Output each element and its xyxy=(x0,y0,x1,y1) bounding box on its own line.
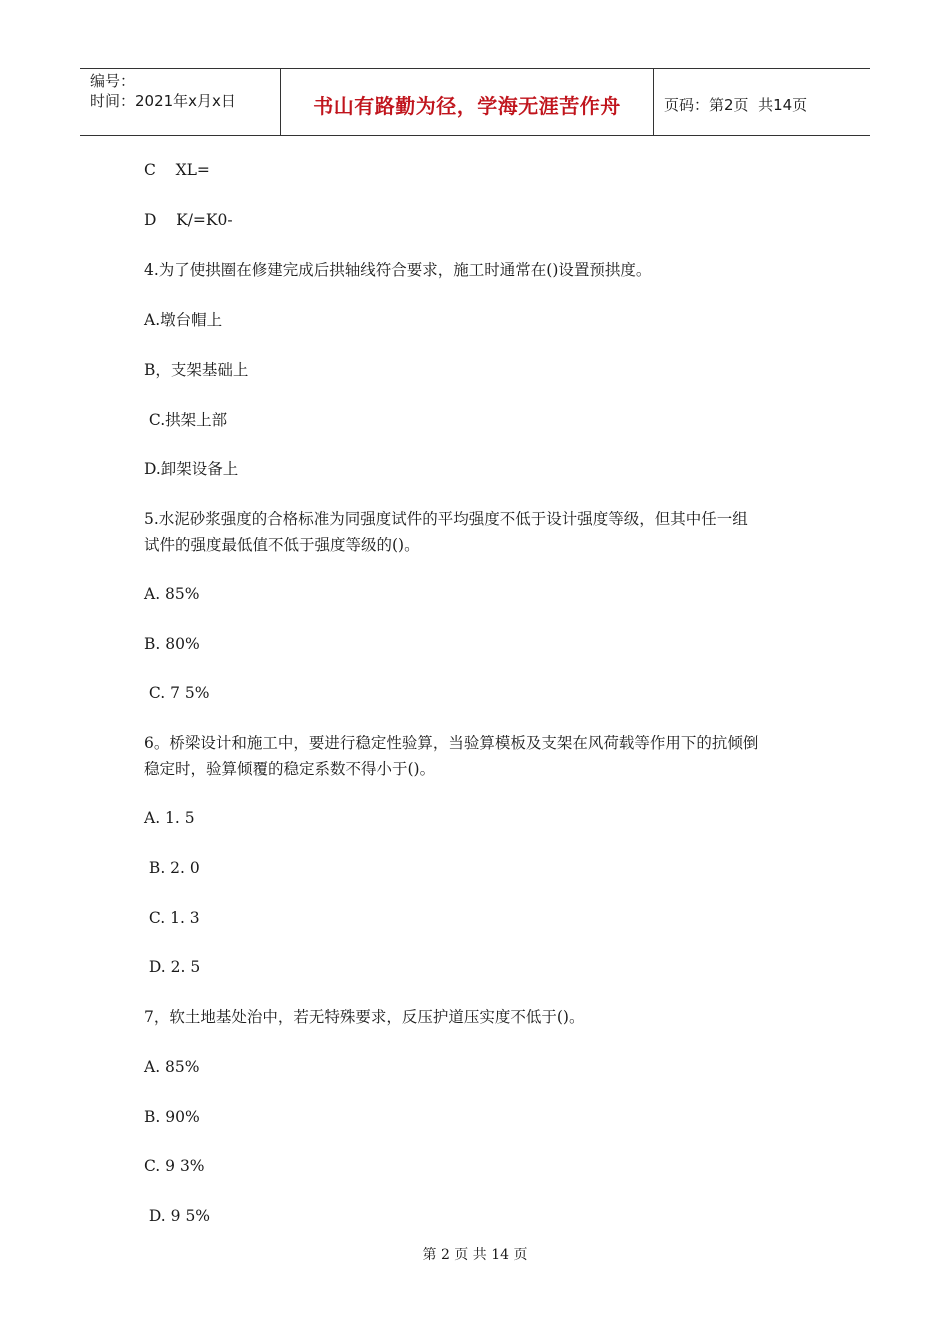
page-header xyxy=(80,68,870,136)
header-meta xyxy=(80,69,281,135)
question-6-line-2: 稳定时，验算倾覆的稳定系数不得小于()。 xyxy=(144,760,436,778)
q6-option-c: C. 1. 3 xyxy=(144,909,200,927)
q4-option-a: A.墩台帽上 xyxy=(144,311,223,329)
question-7: 7，软土地基处治中，若无特殊要求，反压护道压实度不低于()。 xyxy=(144,1008,585,1026)
q5-option-b: B. 80% xyxy=(144,635,200,653)
question-5-line-1: 5.水泥砂浆强度的合格标准为同强度试件的平均强度不低于设计强度等级，但其中任一组 xyxy=(144,510,748,528)
q7-option-a: A. 85% xyxy=(144,1058,200,1076)
q6-option-a: A. 1. 5 xyxy=(144,809,195,827)
question-5-line-2: 试件的强度最低值不低于强度等级的()。 xyxy=(144,536,420,554)
question-4: 4.为了使拱圈在修建完成后拱轴线符合要求，施工时通常在()设置预拱度。 xyxy=(144,261,652,279)
q4-option-d: D.卸架设备上 xyxy=(144,460,239,478)
q6-option-d: D. 2. 5 xyxy=(144,958,201,976)
question-6-line-1: 6。桥梁设计和施工中，要进行稳定性验算，当验算模板及支架在风荷载等作用下的抗倾倒 xyxy=(144,734,759,752)
header-motto: 书山有路勤为径，学海无涯苦作舟 xyxy=(281,69,654,135)
q7-option-d: D. 9 5% xyxy=(144,1207,211,1225)
time-label: 时间：2021年x月x日 xyxy=(90,92,236,110)
q7-option-c: C. 9 3% xyxy=(144,1157,205,1175)
q4-option-b: B，支架基础上 xyxy=(144,361,249,379)
q4-option-c: C.拱架上部 xyxy=(144,411,228,429)
option-c-xl: C XL= xyxy=(144,161,210,179)
option-d-k: D K/=K0- xyxy=(144,211,233,229)
header-page-info: 页码：第2页 共14页 xyxy=(664,95,808,114)
q5-option-c: C. 7 5% xyxy=(144,684,210,702)
number-label: 编号： xyxy=(90,72,136,90)
q7-option-b: B. 90% xyxy=(144,1108,200,1126)
q5-option-a: A. 85% xyxy=(144,585,200,603)
q6-option-b: B. 2. 0 xyxy=(144,859,200,877)
page-footer: 第 2 页 共 14 页 xyxy=(422,1247,528,1263)
